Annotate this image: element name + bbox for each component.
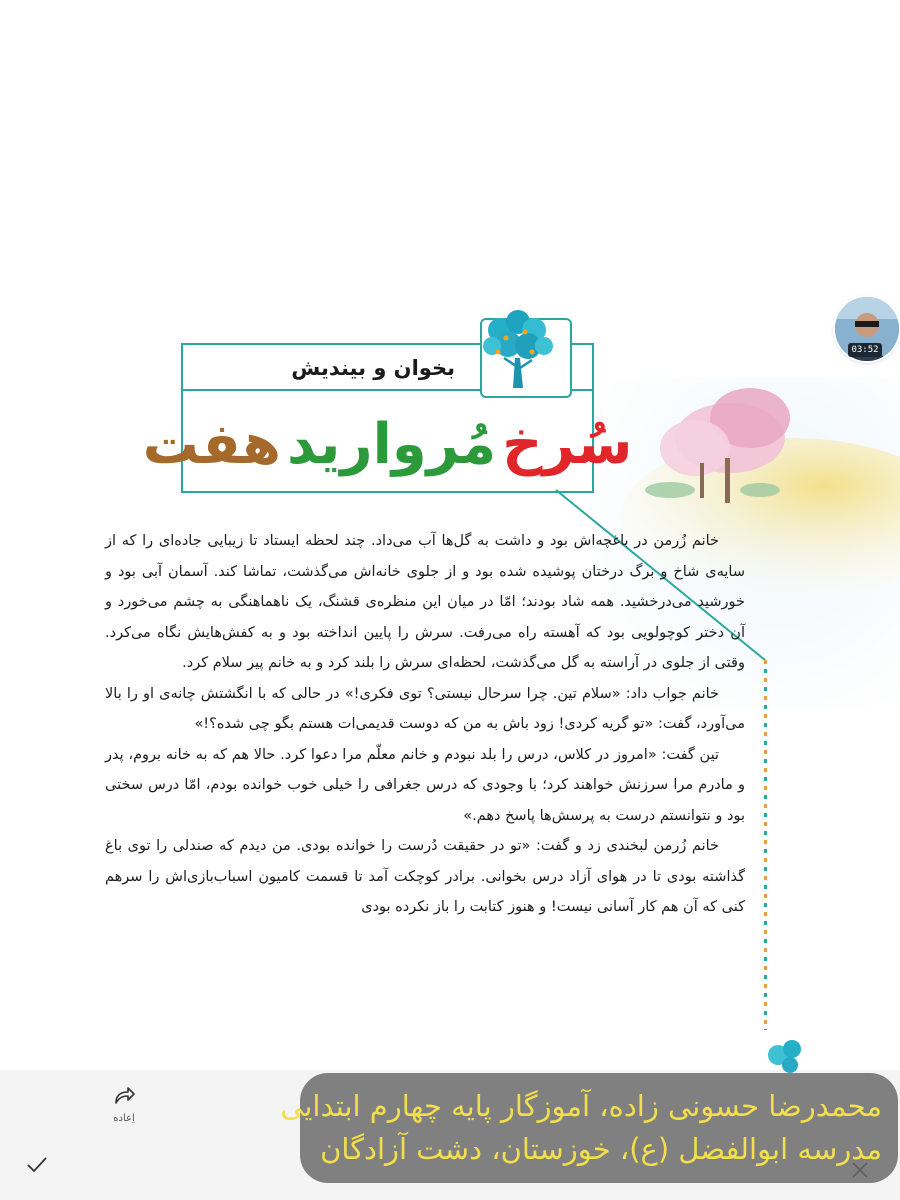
paragraph: تین گفت: «امروز در کلاس، درس را بلد نبودم و خانم معلّم مرا دعوا کرد. حالا هم که به خانه بروم، پدر و مادرم مرا سرزنش خواهند کرد؛ با وجودی که درس جغرافی را خیلی خوب خوانده بودم، امّا درس سختی بود و نتوانستم درست به پرسش‌ها پاسخ دهم.» [105,746,745,824]
caption-line-1: محمدرضا حسونی زاده، آموزگار پایه چهارم ابتدایی [280,1089,882,1123]
title-part-1: هفت [142,411,282,477]
title-part-3: سُرخ [502,411,633,477]
caption-line-2: مدرسه ابوالفضل (ع)، خوزستان، دشت آزادگان [320,1132,882,1166]
lesson-title [142,404,633,484]
story-body [105,526,745,923]
presenter-caption [280,1073,898,1183]
share-label: اِعاده [113,1113,135,1124]
timer-badge: 03:52 [848,343,882,357]
share-arrow-icon [112,1085,136,1107]
confirm-button[interactable] [22,1155,52,1185]
paragraph: خانم جواب داد: «سلام تین. چرا سرحال نیستی؟ توی فکری!» در حالی که با انگشتش چانه‌ی او را بالا می‌آورد، گفت: «تو گریه کردی! زود باش به من که دوست قدیمی‌ات هستم بگو چی شده؟!» [105,685,745,732]
section-label: بخوان و بیندیش [291,356,455,380]
tree-icon [470,308,565,393]
paragraph: خانم زُرمن لبخندی زد و گفت: «تو در حقیقت دُرست را خوانده بودی. من دیدم که صندلی را توی باغ گذاشته بودی تا در هوای آزاد درس بخوانی. برادر کوچکت آمد تا قسمت کامیون اسباب‌بازی‌اش را سرهم کنی که آن هم کار آسانی نیست! و هنوز کتابت را باز نکرده بودی [105,838,745,915]
share-button[interactable] [104,1085,144,1130]
check-icon [26,1156,48,1174]
title-part-2: مُروارید [287,411,497,477]
dotted-margin-rule [764,660,767,1030]
paragraph: خانم زُرمن در باغچه‌اش بود و داشت به گل‌ها آب می‌داد. چند لحظه ایستاد تا زیبایی جاده‌ای را که از سایه‌ی شاخ و برگ درختان پوشیده شده بود و از جلوی خانه‌اش می‌گذشت، تماشا کند. آسمان آبی بود و خورشید می‌درخشید. همه شاد بودند؛ امّا در میان این منظره‌ی قشنگ، یک ناهماهنگی به چشم می‌خورد و آن دختر کوچولویی بود که آهسته راه می‌رفت. سرش را پایین انداخته بود و به کفش‌هایش نگاه می‌کرد. وقتی از جلوی در آراسته به گل می‌گذشت، لحظه‌ای سرش را بلند کرد و به خانم پیر سلام کرد. [105,533,745,671]
